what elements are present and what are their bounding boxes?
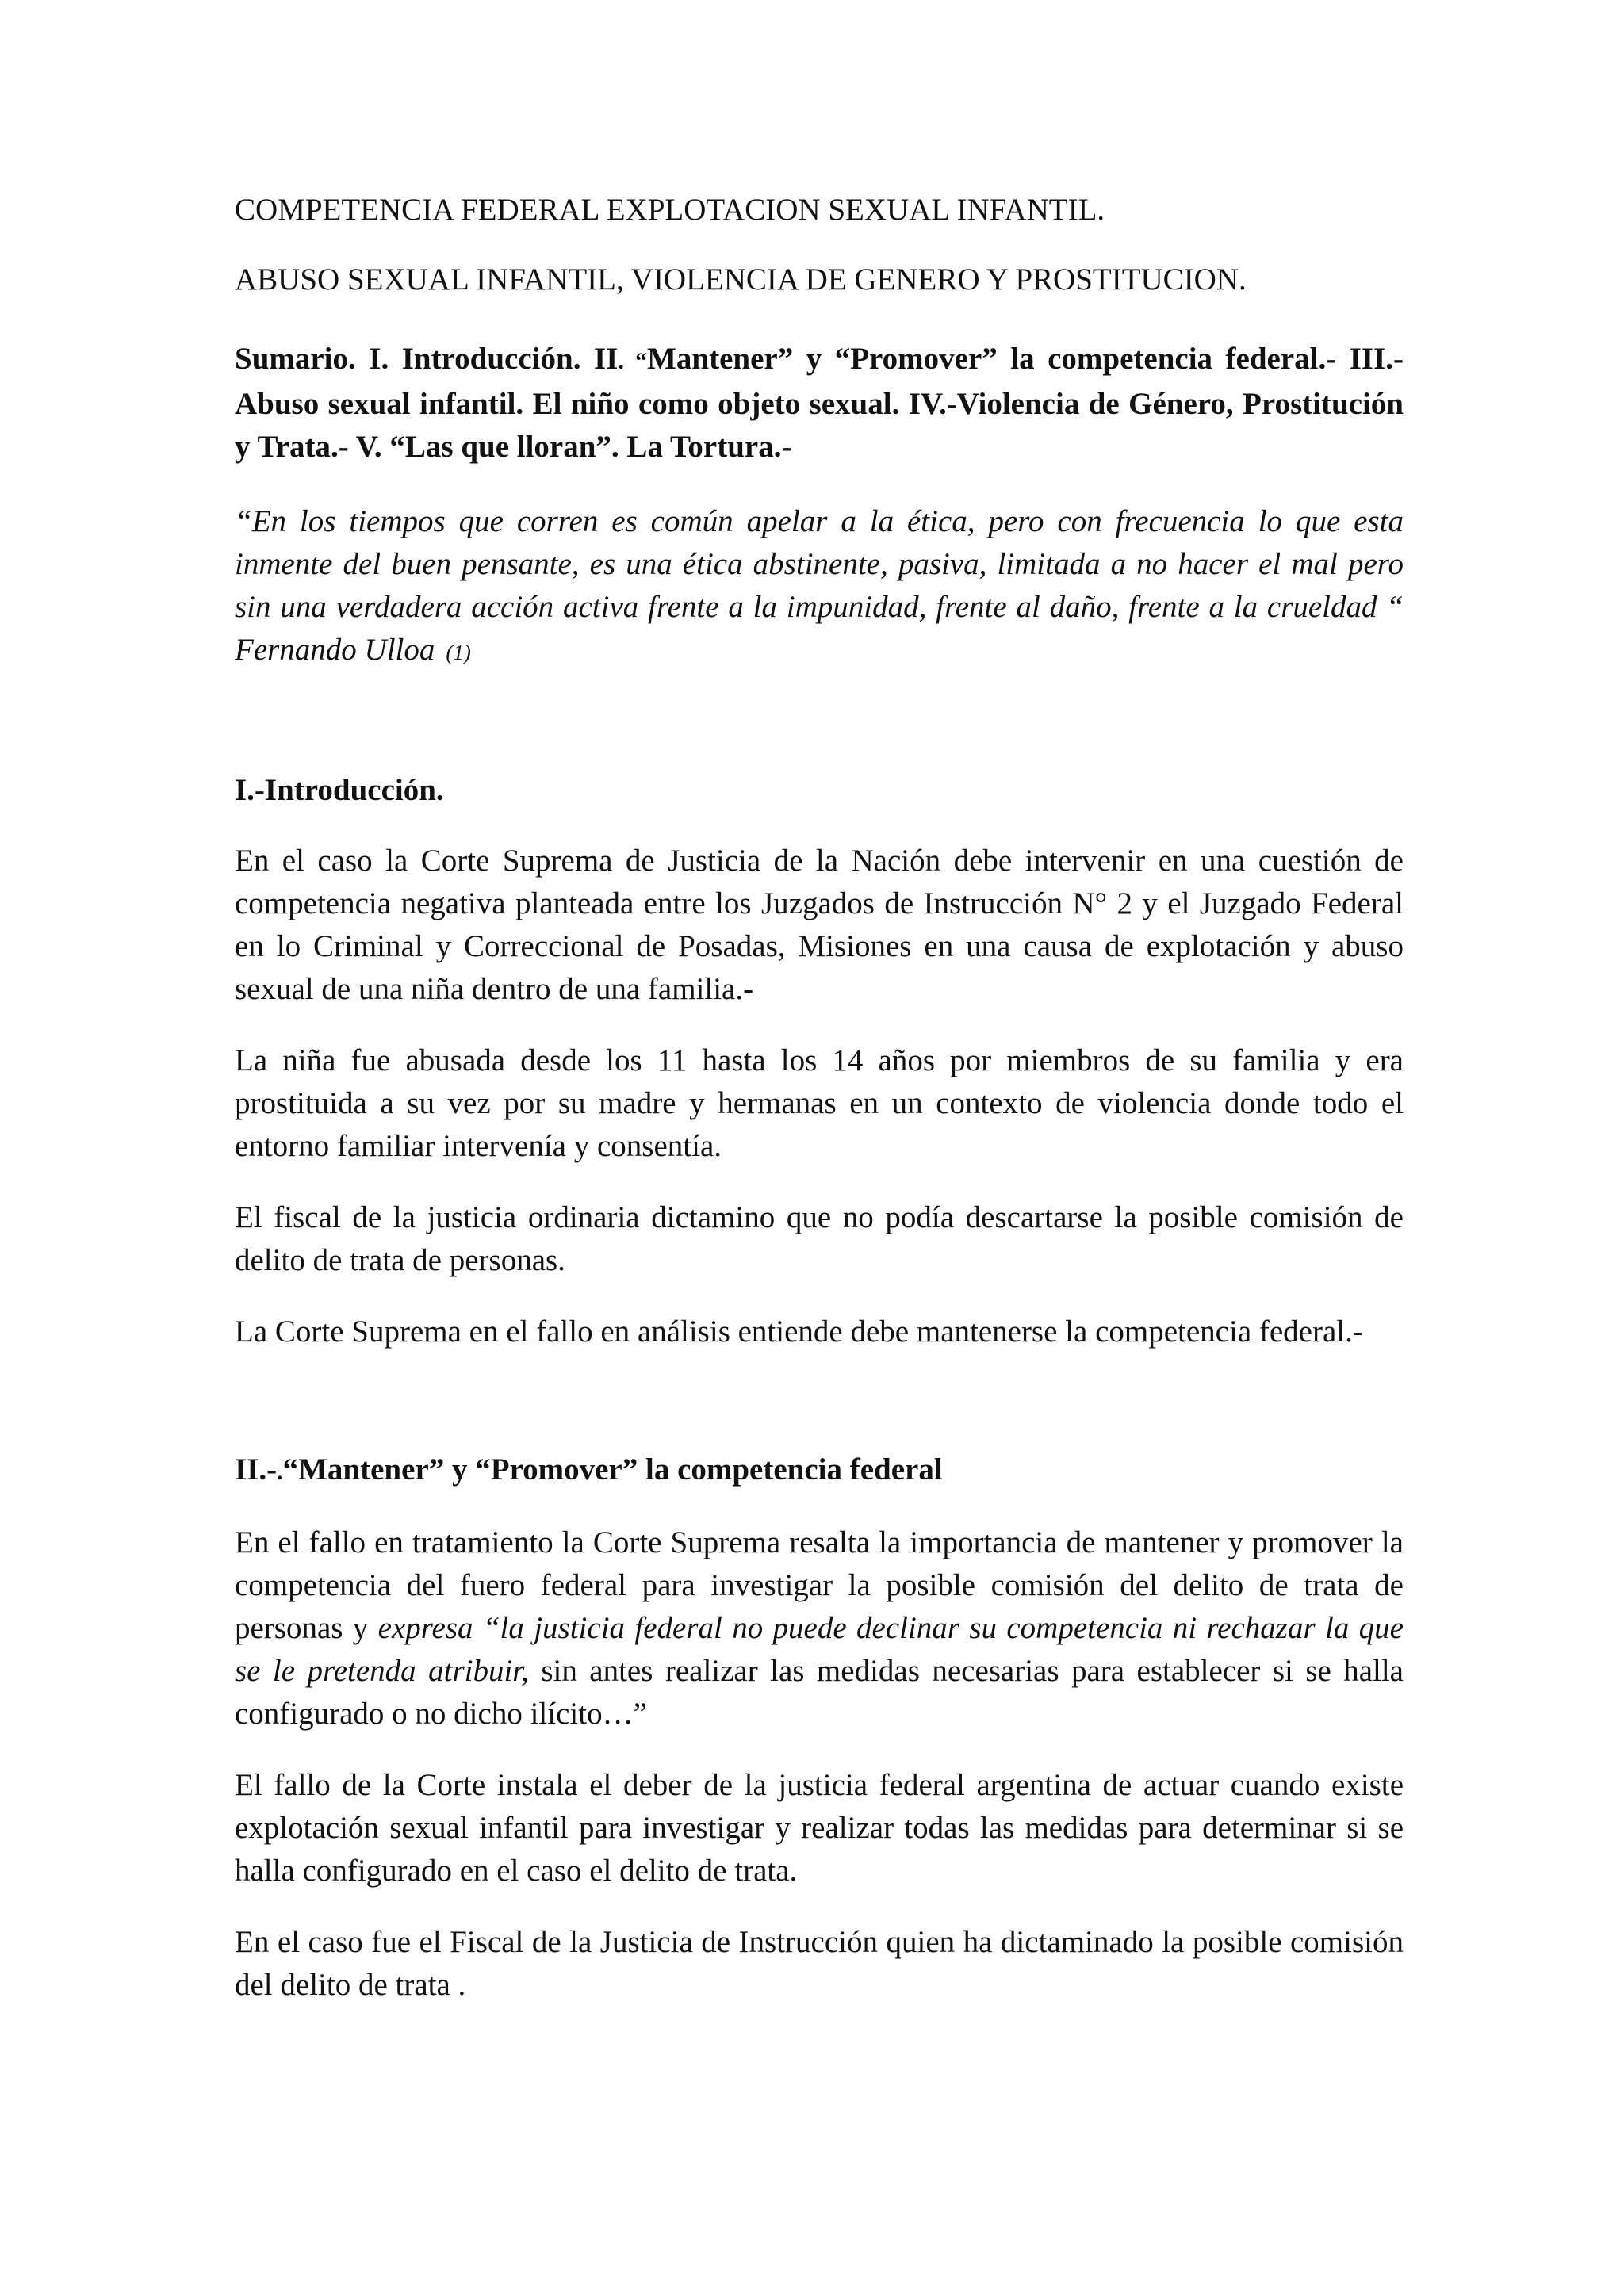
section-2-title-rest: “Mantener” y “Promover” la competencia federal	[282, 1452, 943, 1487]
section-2-p1-italic: expresa “la justicia federal no puede declinar su competencia ni rechazar la que se le pretenda atribuir,	[235, 1611, 1404, 1688]
section-2-paragraph-3: En el caso fue el Fiscal de la Justicia de Instrucción quien ha dictaminado la posible comisión del delito de trata .	[235, 1925, 1404, 2002]
summary-paragraph	[235, 338, 1404, 469]
section-2-title	[235, 1448, 1404, 1494]
section-2-p1-start: En el fallo en tratamiento la Corte Suprema resalta la importancia de mantener y promover la competencia del fuero federal para investigar la posible comisión del delito de trata de personas y	[235, 1525, 1404, 1645]
section-1-paragraph-1: En el caso la Corte Suprema de Justicia de la Nación debe intervenir en una cuestión de competencia negativa planteada entre los Juzgados de Instrucción N° 2 y el Juzgado Federal en lo Criminal y Correccional de Posadas, Misiones en una causa de explotación y abuso sexual de una niña dentro de una familia.-	[235, 844, 1404, 1006]
section-2-title-prefix: II.-	[235, 1452, 278, 1487]
summary-part-2: . “	[618, 348, 648, 374]
section-2-p1-end: sin antes realizar las medidas necesarias para establecer si se halla configurado o no dicho ilícito…”	[235, 1654, 1404, 1731]
document-body	[235, 189, 1404, 2035]
section-2-paragraph-2: El fallo de la Corte instala el deber de la justicia federal argentina de actuar cuando existe explotación sexual infantil para investigar y realizar todas las medidas para determinar si se halla configurado en el caso el delito de trata.	[235, 1768, 1404, 1888]
section-1-title: I.-Introducción.	[235, 773, 444, 807]
summary-part-3: Mantener” y “Promover” la competencia federal.- III.- Abuso sexual infantil. El niño como objeto sexual. IV.-Violencia de Género, Prostitución y Trata.- V. “Las que lloran”. La Tortura.-	[235, 342, 1404, 464]
section-1-paragraph-3: El fiscal de la justicia ordinaria dictamino que no podía descartarse la posible comisión de delito de trata de personas.	[235, 1200, 1404, 1277]
section-1-paragraph-2: La niña fue abusada desde los 11 hasta los 14 años por miembros de su familia y era prostituida a su vez por su madre y hermanas en un contexto de violencia donde todo el entorno familiar intervenía y consentía.	[235, 1043, 1404, 1163]
section-1-paragraph-4: La Corte Suprema en el fallo en análisis entiende debe mantenerse la competencia federal.-	[235, 1314, 1363, 1349]
footnote-reference: (1)	[446, 641, 471, 664]
document-title-line-2: ABUSO SEXUAL INFANTIL, VIOLENCIA DE GENERO Y PROSTITUCION.	[235, 262, 1247, 297]
epigraph-quote	[235, 500, 1404, 674]
section-2-title-dot: .	[277, 1459, 283, 1485]
summary-part-1: Sumario. I. Introducción. II	[235, 342, 619, 376]
epigraph-text: “En los tiempos que corren es común apelar a la ética, pero con frecuencia lo que esta inmente del buen pensante, es una ética abstinente, pasiva, limitada a no hacer el mal pero sin una verdadera acción activa frente a la impunidad, frente al daño, frente a la crueldad “ Fernando Ulloa	[235, 504, 1404, 667]
section-2-paragraph-1	[235, 1521, 1404, 1735]
document-title-line-1: COMPETENCIA FEDERAL EXPLOTACION SEXUAL INFANTIL.	[235, 193, 1105, 227]
